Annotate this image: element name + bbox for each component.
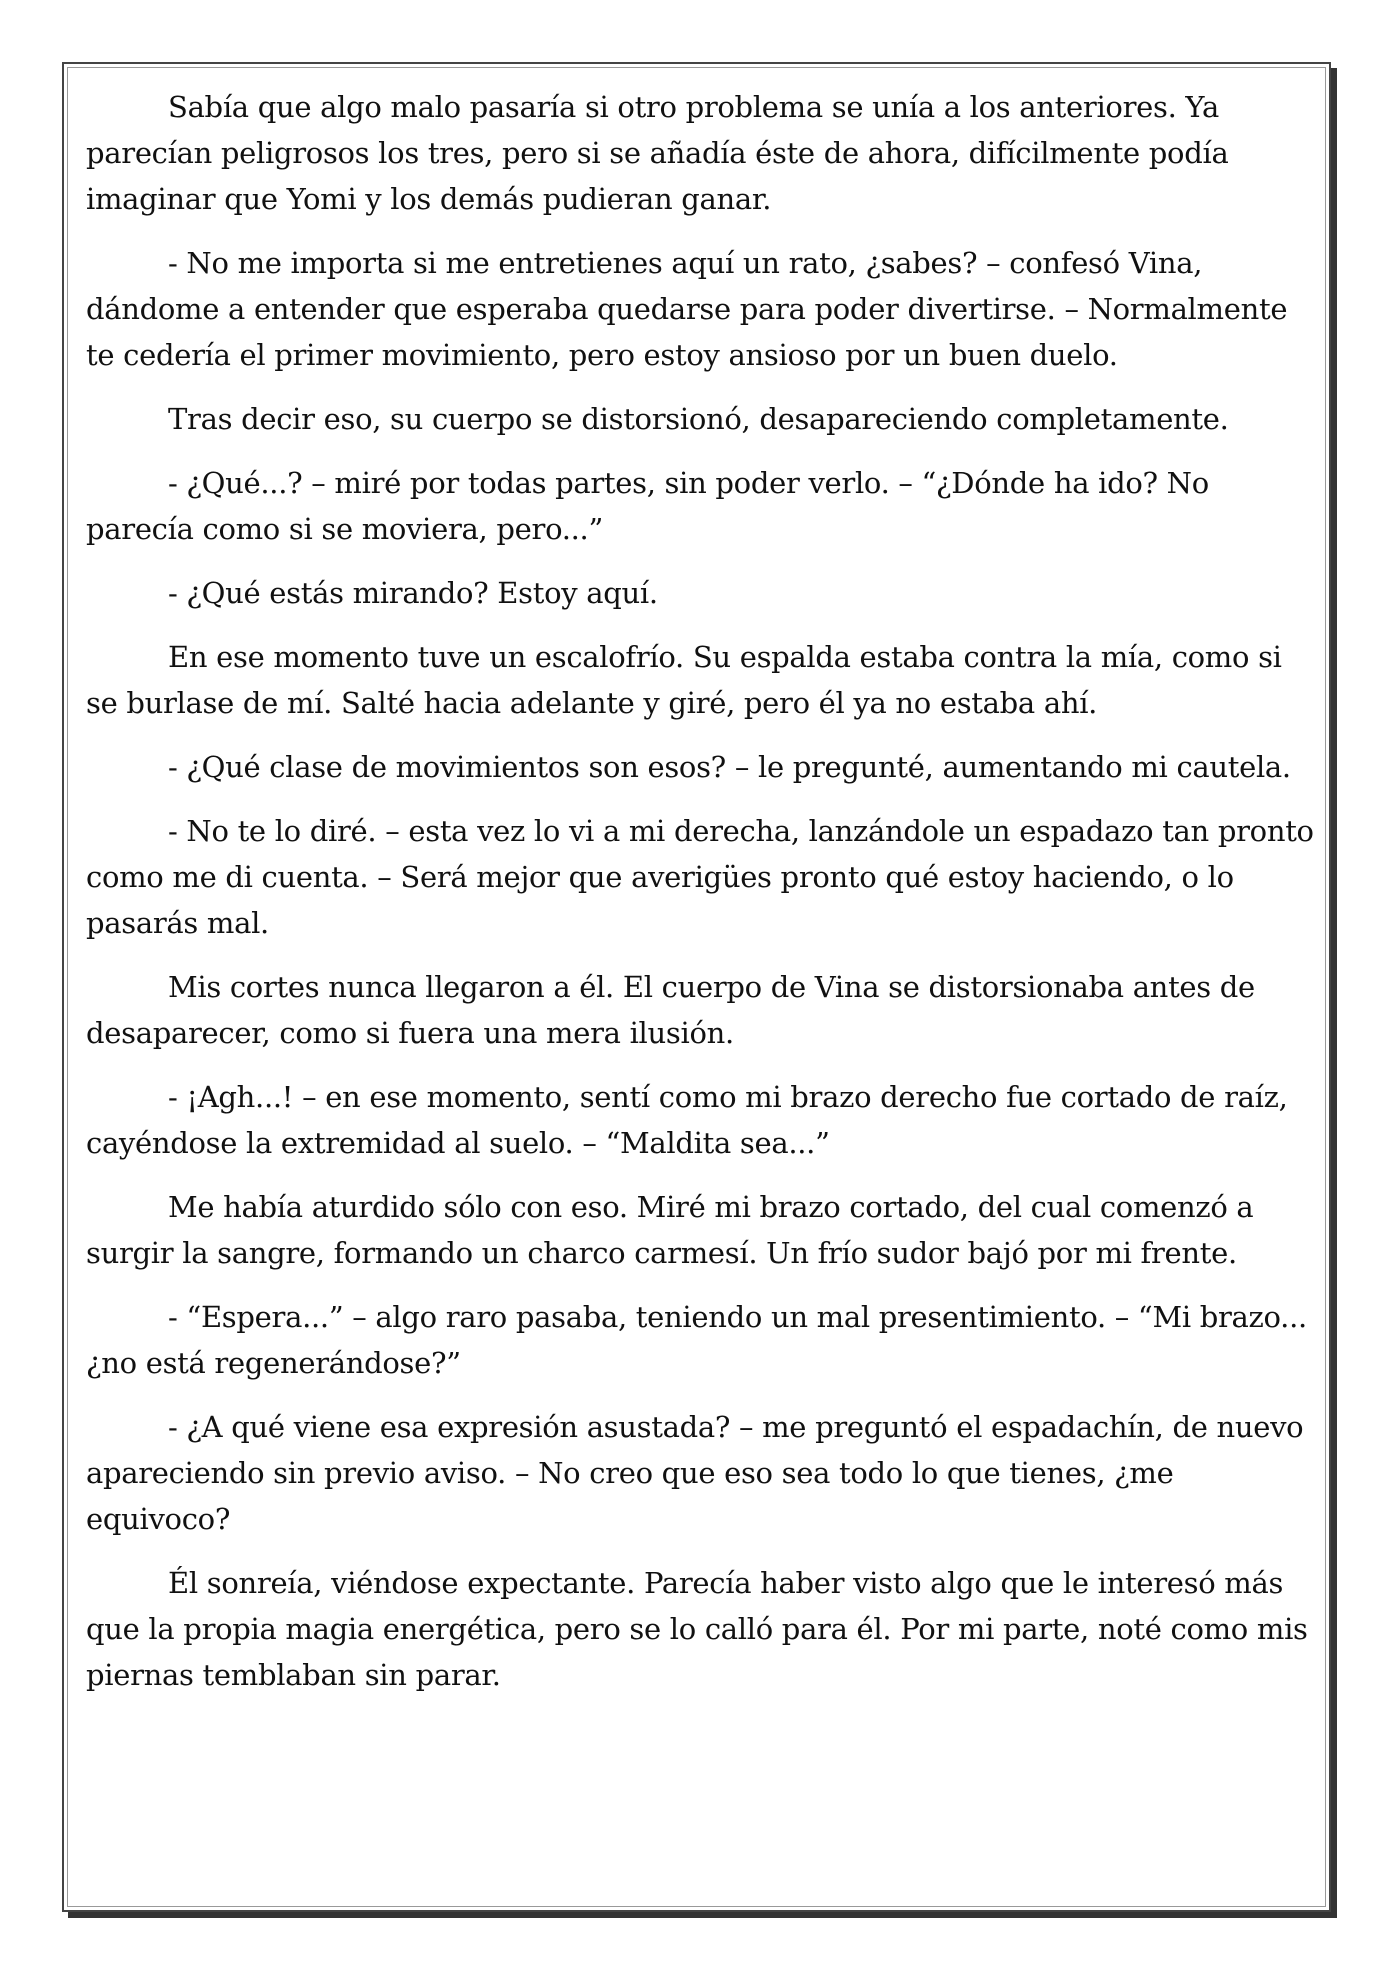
paragraph-6: En ese momento tuve un escalofrío. Su espalda estaba contra la mía, como si se burlase de mí. Salté hacia adelante y giré, pero él ya no estaba ahí. xyxy=(86,640,1282,720)
paragraph-9: Mis cortes nunca llegaron a él. El cuerpo de Vina se distorsionaba antes de desaparecer, como si fuera una mera ilusión. xyxy=(86,970,1255,1050)
paragraph-4: - ¿Qué...? – miré por todas partes, sin poder verlo. – “¿Dónde ha ido? No parecía como si se moviera, pero...” xyxy=(86,466,1209,546)
paragraph-3: Tras decir eso, su cuerpo se distorsionó, desapareciendo completamente. xyxy=(168,402,1229,436)
paragraph-14: Él sonreía, viéndose expectante. Parecía haber visto algo que le interesó más que la propia magia energética, pero se lo calló para él. Por mi parte, noté como mis piernas temblaban sin parar. xyxy=(86,1566,1308,1692)
page-frame xyxy=(62,62,1331,1912)
paragraph-7: - ¿Qué clase de movimientos son esos? – le pregunté, aumentando mi cautela. xyxy=(168,750,1291,784)
paragraph-11: Me había aturdido sólo con eso. Miré mi brazo cortado, del cual comenzó a surgir la sangre, formando un charco carmesí. Un frío sudor bajó por mi frente. xyxy=(86,1190,1254,1270)
paragraph-1: Sabía que algo malo pasaría si otro problema se unía a los anteriores. Ya parecían peligrosos los tres, pero si se añadía éste de ahora, difícilmente podía imaginar que Yomi y los demás pudieran ganar. xyxy=(86,90,1229,216)
paragraph-10: - ¡Agh...! – en ese momento, sentí como mi brazo derecho fue cortado de raíz, cayéndose la extremidad al suelo. – “Maldita sea...” xyxy=(86,1080,1288,1160)
paragraph-5: - ¿Qué estás mirando? Estoy aquí. xyxy=(168,576,658,610)
paragraph-13: - ¿A qué viene esa expresión asustada? – me preguntó el espadachín, de nuevo apareciendo sin previo aviso. – No creo que eso sea todo lo que tienes, ¿me equivoco? xyxy=(86,1410,1304,1536)
paragraph-12: - “Espera...” – algo raro pasaba, teniendo un mal presentimiento. – “Mi brazo... ¿no está regenerándose?” xyxy=(86,1300,1307,1380)
paragraph-2: - No me importa si me entretienes aquí un rato, ¿sabes? – confesó Vina, dándome a entender que esperaba quedarse para poder divertirse. – Normalmente te cedería el primer movimiento, pero estoy ansioso por un buen duelo. xyxy=(86,246,1288,372)
paragraph-8: - No te lo diré. – esta vez lo vi a mi derecha, lanzándole un espadazo tan pronto como me di cuenta. – Será mejor que averigües pronto qué estoy haciendo, o lo pasarás mal. xyxy=(86,814,1314,940)
text-body xyxy=(86,84,1316,1716)
